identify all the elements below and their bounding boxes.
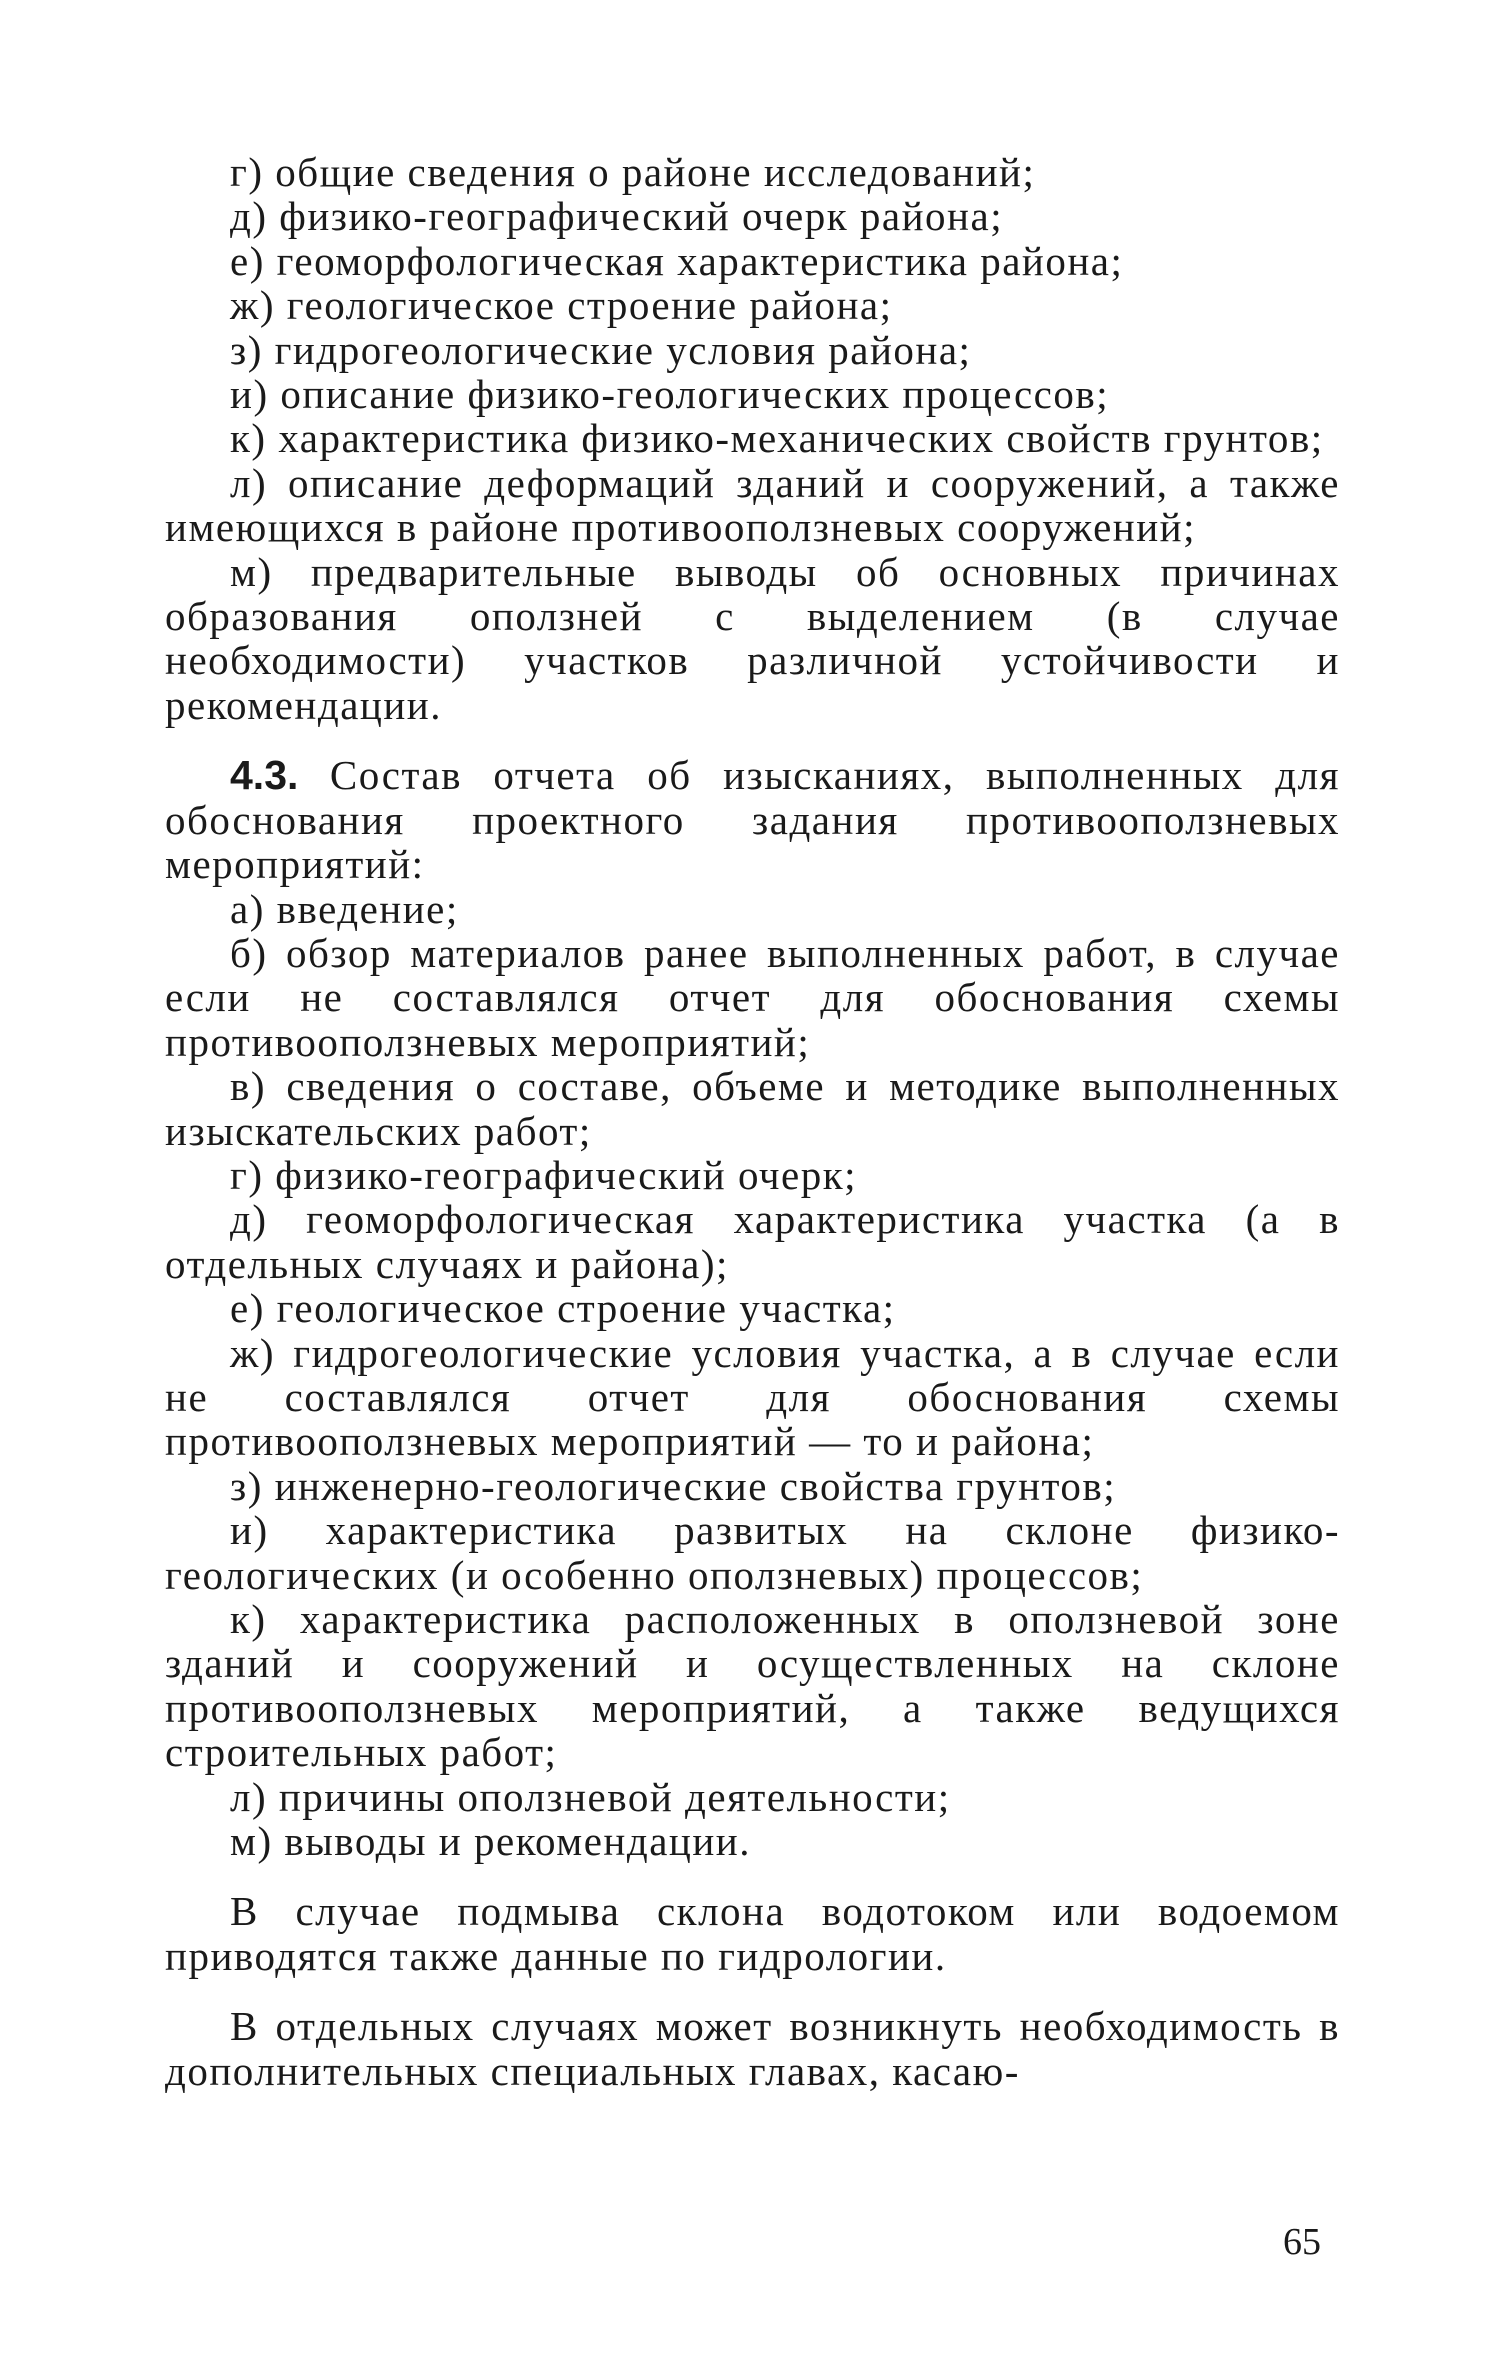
body-paragraph: В отдельных случаях может возникнуть необходимость в дополнительных специальных главах, касаю- (165, 2003, 1340, 2094)
list-item: к) характеристика расположенных в оползневой зоне зданий и сооружений и осуществленных на склоне противооползневых мероприятий, а также ведущихся строительных работ; (165, 1596, 1340, 1776)
list-item: а) введение; (230, 885, 459, 932)
list-item: з) гидрогеологические условия района; (230, 326, 972, 373)
page-number: 65 (1283, 2221, 1321, 2263)
list-item: г) общие сведения о районе исследований; (230, 149, 1036, 195)
list-item: к) характеристика физико-механических свойств грунтов; (230, 415, 1324, 462)
body-paragraph: В случае подмыва склона водотоком или водоемом приводятся также данные по гидрологии. (165, 1888, 1340, 1979)
list-item: ж) геологическое строение района; (230, 282, 893, 329)
list-item: и) описание физико-геологических процессов; (230, 371, 1110, 418)
list-item: ж) гидрогеологические условия участка, а в случае если не составлялся отчет для обоснования схемы противооползневых мероприятий — то и района; (165, 1329, 1340, 1465)
section-text: Состав отчета об изысканиях, выполненных для обоснования проектного задания противооползневых мероприятий: (165, 752, 1340, 888)
page-text (165, 150, 1340, 2093)
list-item: и) характеристика развитых на склоне физико-геологических (и особенно оползневых) процессов; (165, 1507, 1340, 1598)
list-item: е) геоморфологическая характеристика района; (230, 237, 1124, 284)
section-number: 4.3. (230, 752, 299, 799)
list-item: м) предварительные выводы об основных причинах образования оползней с выделением (в случае необходимости) участков различной устойчивости и рекомендации. (165, 548, 1340, 728)
list-item: б) обзор материалов ранее выполненных работ, в случае если не составлялся отчет для обоснования схемы противооползневых мероприятий; (165, 929, 1340, 1065)
list-item: м) выводы и рекомендации. (230, 1818, 751, 1865)
list-item: л) причины оползневой деятельности; (230, 1773, 951, 1820)
list-item: д) геоморфологическая характеристика участка (а в отдельных случаях и района); (165, 1196, 1340, 1287)
list-item: г) физико-географический очерк; (230, 1151, 858, 1198)
list-item: з) инженерно-геологические свойства грунтов; (230, 1462, 1117, 1509)
section-paragraph (165, 753, 1340, 886)
list-item: д) физико-географический очерк района; (230, 193, 1004, 240)
list-item: в) сведения о составе, объеме и методике выполненных изыскательских работ; (165, 1063, 1340, 1154)
list-item: л) описание деформаций зданий и сооружений, а также имеющихся в районе противооползневых сооружений; (165, 459, 1340, 551)
list-item: е) геологическое строение участка; (230, 1285, 896, 1332)
